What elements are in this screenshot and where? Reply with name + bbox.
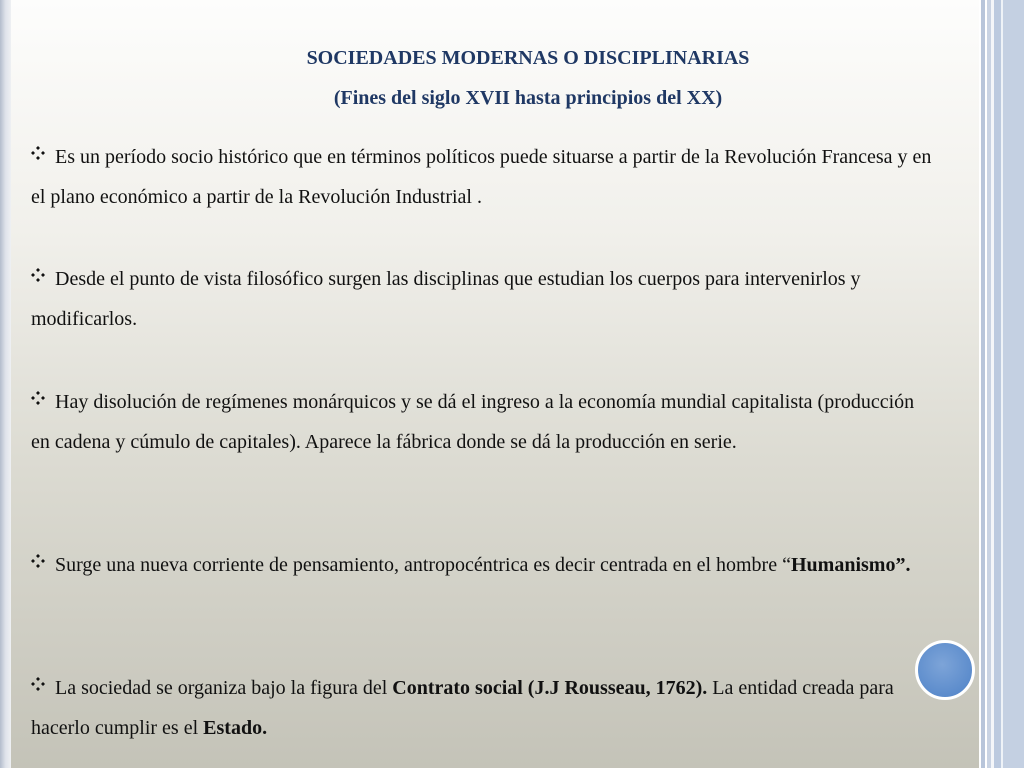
bullet-text-4: Surge una nueva corriente de pensamiento, antropocéntrica es decir centrada en el hombre — [55, 554, 783, 576]
slide-title-text: SOCIEDADES MODERNAS O DISCIPLINARIAS — [306, 47, 750, 69]
bold-humanismo: Humanismo — [790, 554, 896, 576]
bullet-text-1: Es un período socio histórico que en términos políticos puede situarse a partir de la Revolución Francesa y en el plano económico a partir de la Revolución Industrial . — [31, 146, 932, 208]
slide-title — [0, 46, 1024, 70]
four-diamond-bullet-icon — [31, 391, 49, 411]
bullet-paragraph-5 — [31, 668, 936, 748]
four-diamond-bullet-icon — [31, 554, 49, 574]
right-band-decoration — [979, 0, 1024, 768]
left-border-decoration — [0, 0, 11, 768]
bullet-paragraph-1 — [31, 137, 936, 217]
four-diamond-bullet-icon — [31, 268, 49, 288]
slide-subtitle — [0, 86, 1024, 110]
slide-subtitle-text: (Fines del siglo XVII hasta principios del XX) — [333, 87, 723, 109]
quote-close: ”. — [895, 554, 911, 576]
four-diamond-bullet-icon — [31, 677, 49, 697]
bullet-text-2: Desde el punto de vista filosófico surgen las disciplinas que estudian los cuerpos para intervenirlos y modificarlos. — [31, 268, 861, 330]
quote-open: “ — [782, 554, 791, 576]
bullet-paragraph-4 — [31, 545, 936, 585]
bullet-text-3: Hay disolución de regímenes monárquicos y se dá el ingreso a la economía mundial capitalista (producción en cadena y cúmulo de capitales). Aparece la fábrica donde se dá la producción en serie. — [31, 391, 915, 453]
bullet-text-5a: La sociedad se organiza bajo la figura del — [55, 677, 393, 699]
four-diamond-bullet-icon — [31, 146, 49, 166]
bold-contrato-social: Contrato social (J.J Rousseau, 1762). — [392, 677, 708, 699]
bullet-paragraph-3 — [31, 382, 936, 462]
bullet-text-5b: La entidad creada para hacerlo cumplir es el — [31, 677, 894, 739]
bold-estado: Estado. — [203, 717, 268, 739]
bullet-paragraph-2 — [31, 259, 936, 339]
